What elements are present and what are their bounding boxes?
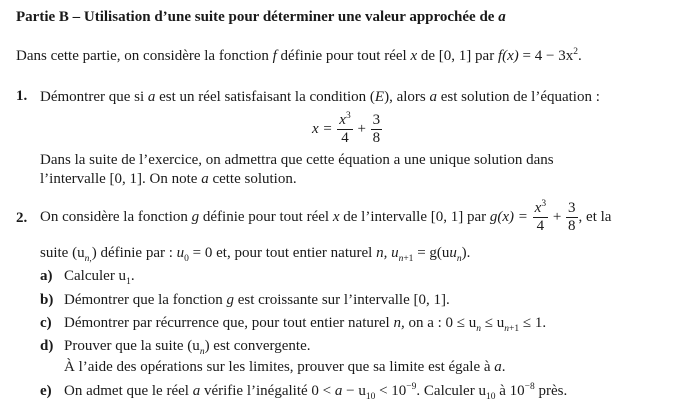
- sub-e-text-5: . Calculer u: [416, 383, 486, 399]
- q1-note-a: a: [201, 171, 209, 187]
- sub-c-n: n,: [393, 315, 405, 331]
- sub-e-label: e): [40, 383, 52, 399]
- subquestion-b: [40, 291, 450, 309]
- section-heading: [16, 8, 506, 26]
- q2-frac2-num: 3: [568, 200, 576, 216]
- sub-c-text-2: on a : 0 ≤ u: [408, 315, 477, 331]
- q2-suite-a: suite (u: [40, 245, 85, 261]
- sub-b-g: g: [226, 292, 234, 308]
- intro-text-2: définie pour tout réel: [280, 48, 407, 64]
- subquestion-c: c) Démontrer par récurrence que, pour tout entier naturel n, on a : $0 \le u_n \le u_{n+1} \le 1$.: [40, 315, 547, 334]
- question-2-number: 2.: [16, 210, 28, 226]
- q1-text-3: ), alors: [384, 89, 426, 105]
- q2-text-2: définie pour tout réel: [202, 208, 330, 225]
- sub-b-label: b): [40, 292, 54, 308]
- sub-a-sub: 1: [126, 277, 131, 287]
- q2-frac1-den: 4: [536, 218, 545, 234]
- q1-a: a: [147, 89, 156, 105]
- intro-paragraph: [16, 47, 582, 65]
- sub-d-text-2: ) est convergente.: [204, 338, 311, 354]
- sub-e-text-4: < 10: [379, 383, 407, 399]
- q1-eq-x: x =: [312, 120, 333, 137]
- sub-d-label: d): [40, 338, 54, 354]
- q2-text-3: de l’intervalle [0, 1] par: [343, 208, 487, 225]
- sub-c-text: Démontrer par récurrence que, pour tout entier naturel: [64, 315, 390, 331]
- heading-text: Partie B – Utilisation d’une suite pour déterminer une valeur approchée de: [16, 9, 495, 25]
- sub-e-a-2: a: [334, 383, 343, 399]
- q1-text-2: est un réel satisfaisant la condition (: [159, 89, 375, 105]
- q1-a-2: a: [429, 89, 437, 105]
- q1-note-line-2: [40, 170, 297, 188]
- q2-x: x: [332, 208, 340, 225]
- sub-e-sub10-2: 10: [485, 392, 496, 402]
- question-1-statement: [40, 88, 600, 106]
- q1-equation: [312, 112, 383, 147]
- q1-plus: +: [357, 120, 366, 137]
- question-1-number: 1.: [16, 88, 28, 104]
- q1-text-1: Démontrer que si: [40, 89, 145, 105]
- sub-a-end: .: [130, 268, 135, 284]
- subquestion-d-line-2: [64, 358, 506, 376]
- q1-frac2-den: 8: [372, 130, 381, 146]
- intro-exponent: 2: [573, 47, 578, 57]
- q1-frac1-num: x: [339, 112, 346, 128]
- q2-gx: g(x) =: [489, 208, 528, 225]
- q2-un1: u: [391, 245, 399, 261]
- intro-end: .: [577, 48, 582, 64]
- q1-fraction-2: [371, 112, 383, 147]
- q1-frac1-exp: 3: [345, 111, 351, 121]
- q2-g: g: [191, 208, 200, 225]
- q2-suite-sub: n,: [84, 254, 92, 264]
- q2-u0-eq: = 0 et, pour tout entier naturel: [192, 245, 373, 261]
- sub-e-exp9: −9: [406, 382, 417, 392]
- intro-f: f: [272, 48, 277, 64]
- sub-e-text-7: près.: [538, 383, 568, 399]
- q2-un-u: u: [449, 245, 457, 261]
- sub-e-text-6: à 10: [499, 383, 525, 399]
- q2-u0: u: [176, 245, 185, 261]
- sub-e-text-3: − u: [346, 383, 366, 399]
- sub-e-text-2: vérifie l’inégalité 0 <: [203, 383, 332, 399]
- q1-note-text-a: l’intervalle [0, 1]. On note: [40, 171, 198, 187]
- q2-fraction-2: [566, 200, 578, 235]
- q1-note-line-1: Dans la suite de l’exercice, on admettra que cette équation a une unique solution dans: [40, 152, 554, 168]
- intro-x: x: [410, 48, 418, 64]
- sub-e-exp8: −8: [524, 382, 535, 392]
- sub-c-label: c): [40, 315, 52, 331]
- intro-text-3: de [0, 1] par: [420, 48, 495, 64]
- q1-text-4: est solution de l’équation :: [440, 89, 600, 105]
- sub-e-text-1: On admet que le réel: [64, 383, 189, 399]
- q1-frac2-num: 3: [372, 112, 381, 128]
- q2-un1-eq: = g(u: [417, 245, 450, 261]
- q2-n: n,: [376, 245, 388, 261]
- sub-d-line2-text: À l’aide des opérations sur les limites, prouver que sa limite est égale à: [64, 359, 491, 375]
- q2-text-1: On considère la fonction: [40, 208, 188, 225]
- sub-b-text-1: Démontrer que la fonction: [64, 292, 223, 308]
- intro-text-1: Dans cette partie, on considère la fonction: [16, 48, 269, 64]
- sub-a-label: a): [40, 268, 53, 284]
- question-2-statement: [40, 200, 611, 235]
- heading-variable: a: [498, 9, 506, 25]
- q2-suite-b: ) définie par :: [91, 245, 173, 261]
- sub-d-line2-end: .: [501, 359, 506, 375]
- sub-b-text-2: est croissante sur l’intervalle [0, 1].: [237, 292, 450, 308]
- sub-d-a: a: [494, 359, 502, 375]
- sub-e-sub10: 10: [365, 392, 376, 402]
- sub-a-text: Calculer u: [64, 268, 127, 284]
- q1-fraction-1: [337, 112, 352, 147]
- subquestion-a: [40, 267, 135, 285]
- q2-frac1-exp: 3: [541, 199, 547, 209]
- q1-E: E: [374, 89, 385, 105]
- sub-c-end: ≤ 1.: [522, 315, 547, 331]
- intro-formula-lhs: f(x): [497, 48, 519, 64]
- q2-plus: +: [552, 208, 562, 225]
- subquestion-e: [40, 382, 567, 400]
- intro-formula-rhs: = 4 − 3x: [522, 48, 574, 64]
- sub-e-a: a: [192, 383, 201, 399]
- q2-frac2-den: 8: [568, 218, 576, 234]
- q1-frac1-den: 4: [341, 130, 349, 146]
- sub-d-text-1: Prouver que la suite (u: [64, 338, 200, 354]
- q2-after-frac: , et la: [578, 208, 612, 225]
- sub-c-le: ≤ u: [484, 315, 505, 331]
- q2-frac1-num: x: [534, 200, 542, 216]
- q1-note-text-b: cette solution.: [212, 171, 297, 187]
- q2-sequence-definition: suite $(u_{n,})$ définie par : $u_0 = 0$ et, pour tout entier naturel n, $u_{n+1} = g(uu_n)$.: [40, 245, 471, 264]
- q2-fraction-1: [533, 200, 548, 235]
- q2-un1-end: ).: [461, 245, 471, 261]
- subquestion-d: d) Prouver que la suite $(u_n)$ est convergente.: [40, 338, 311, 357]
